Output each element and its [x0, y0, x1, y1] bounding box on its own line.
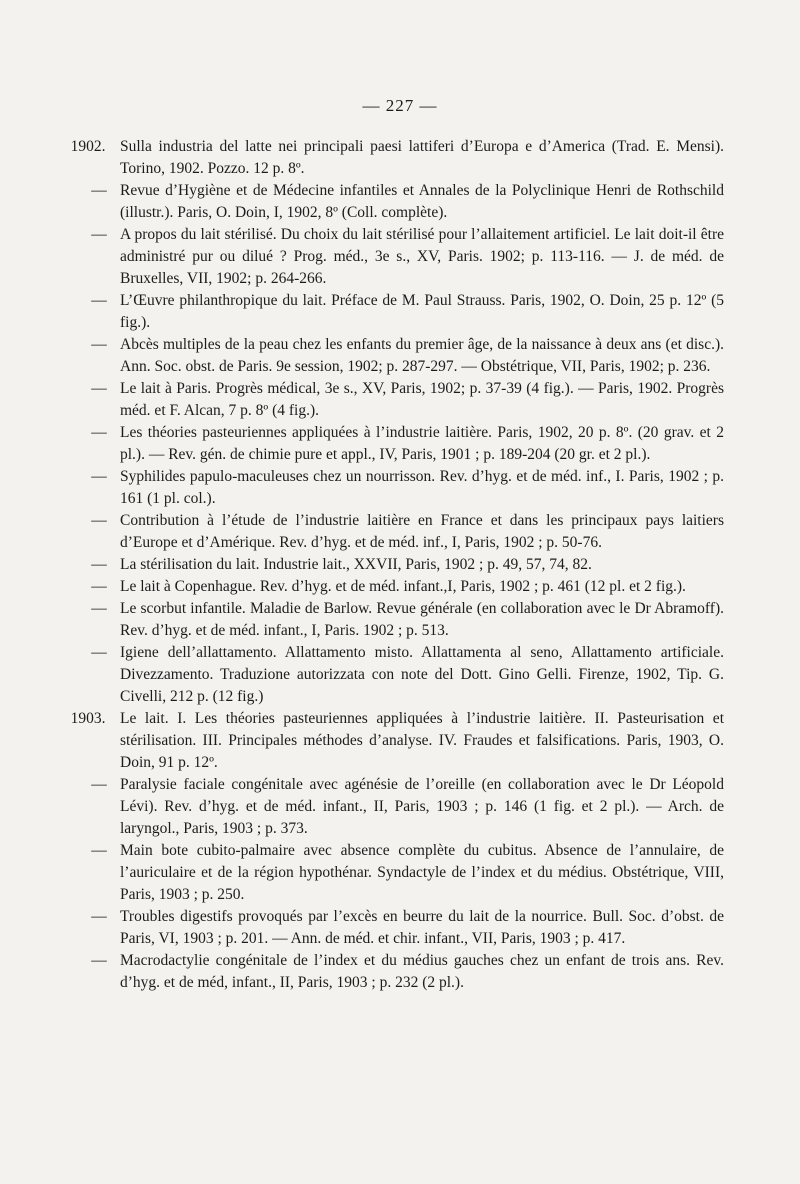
bibliography-entry [84, 774, 724, 840]
bibliography-entry [84, 180, 724, 224]
dash-marker: — [91, 578, 107, 595]
dash-marker: — [91, 556, 107, 573]
bibliography-entry [84, 840, 724, 906]
entry-text: Le lait à Paris. Progrès médical, 3e s., XV, Paris, 1902; p. 37-39 (4 fig.). — Paris, 1902. Progrès méd. et F. Alcan, 7 p. 8º (4 fig.). [120, 380, 724, 419]
dash-marker: — [91, 842, 107, 859]
year-marker: 1902. [70, 138, 106, 155]
entry-text: A propos du lait stérilisé. Du choix du lait stérilisé pour l’allaitement artificiel. Le lait doit-il être administré pur ou dilué ? Prog. méd., 3e s., XV, Paris. 1902; p. 113-116. — J. de méd. de Bruxelles, VII, 1902; p. 264-266. [120, 226, 724, 287]
bibliography-entry [84, 334, 724, 378]
entry-text: Main bote cubito-palmaire avec absence complète du cubitus. Absence de l’annulaire, de l’auriculaire et de la région hypothénar. Syndactyle de l’index et du médius. Obstétrique, VIII, Paris, 1903 ; p. 250. [120, 842, 724, 903]
bibliography-entry [84, 224, 724, 290]
entry-text: Revue d’Hygiène et de Médecine infantiles et Annales de la Polyclinique Henri de Rothschild (illustr.). Paris, O. Doin, I, 1902, 8º (Coll. complète). [120, 182, 724, 221]
entry-text: Le lait. I. Les théories pasteuriennes appliquées à l’industrie laitière. II. Pasteurisation et stérilisation. III. Principales méthodes d’analyse. IV. Fraudes et falsifications. Paris, 1903, O. Doin, 91 p. 12º. [120, 710, 724, 771]
bibliography-entry [84, 466, 724, 510]
dash-marker: — [91, 292, 107, 309]
entry-text: Troubles digestifs provoqués par l’excès en beurre du lait de la nourrice. Bull. Soc. d’obst. de Paris, VI, 1903 ; p. 201. — Ann. de méd. et chir. infant., VII, Paris, 1903 ; p. 417. [120, 908, 724, 947]
dash-marker: — [91, 600, 107, 617]
bibliography-entry [84, 598, 724, 642]
dash-marker: — [91, 952, 107, 969]
dash-marker: — [91, 644, 107, 661]
dash-marker: — [91, 424, 107, 441]
bibliography-entry [84, 290, 724, 334]
dash-marker: — [91, 336, 107, 353]
entry-text: Igiene dell’allattamento. Allattamento misto. Allattamenta al seno, Allattamento artificiale. Divezzamento. Traduzione autorizzata con note del Dott. Gino Gelli. Firenze, 1902, Tip. G. Civelli, 212 p. (12 fig.) [120, 644, 724, 705]
entry-text: L’Œuvre philanthropique du lait. Préface de M. Paul Strauss. Paris, 1902, O. Doin, 25 p. 12º (5 fig.). [120, 292, 724, 331]
dash-marker: — [91, 512, 107, 529]
bibliography-entry [84, 378, 724, 422]
dash-marker: — [91, 776, 107, 793]
entry-text: Paralysie faciale congénitale avec agénésie de l’oreille (en collaboration avec le Dr Léopold Lévi). Rev. d’hyg. et de méd. infant., II, Paris, 1903 ; p. 146 (1 fig. et 2 pl.). — Arch. de laryngol., Paris, 1903 ; p. 373. [120, 776, 724, 837]
entry-text: Abcès multiples de la peau chez les enfants du premier âge, de la naissance à deux ans (et disc.). Ann. Soc. obst. de Paris. 9e session, 1902; p. 287-297. — Obstétrique, VII, Paris, 1902; p. 236. [120, 336, 724, 375]
bibliography-entry [84, 510, 724, 554]
entry-text: Syphilides papulo-maculeuses chez un nourrisson. Rev. d’hyg. et de méd. inf., I. Paris, 1902 ; p. 161 (1 pl. col.). [120, 468, 724, 507]
dash-marker: — [91, 182, 107, 199]
bibliography-list [70, 136, 724, 994]
entry-text: Le scorbut infantile. Maladie de Barlow. Revue générale (en collaboration avec le Dr Abramoff). Rev. d’hyg. et de méd. infant., I, Paris. 1902 ; p. 513. [120, 600, 724, 639]
dash-marker: — [91, 908, 107, 925]
dash-marker: — [91, 380, 107, 397]
entry-text: Contribution à l’étude de l’industrie laitière en France et dans les principaux pays laitiers d’Europe et d’Amérique. Rev. d’hyg. et de méd. inf., I, Paris, 1902 ; p. 50-76. [120, 512, 724, 551]
bibliography-entry [84, 906, 724, 950]
entry-text: Sulla industria del latte nei principali paesi lattiferi d’Europa e d’America (Trad. E. Mensi). Torino, 1902. Pozzo. 12 p. 8º. [120, 138, 724, 177]
bibliography-entry [84, 576, 724, 598]
year-marker: 1903. [70, 710, 106, 727]
dash-marker: — [91, 468, 107, 485]
entry-text: Les théories pasteuriennes appliquées à l’industrie laitière. Paris, 1902, 20 p. 8º. (20 grav. et 2 pl.). — Rev. gén. de chimie pure et appl., IV, Paris, 1901 ; p. 189-204 (20 gr. et 2 pl.). [120, 424, 724, 463]
entry-text: Le lait à Copenhague. Rev. d’hyg. et de méd. infant.,I, Paris, 1902 ; p. 461 (12 pl. et 2 fig.). [120, 578, 686, 595]
entry-text: Macrodactylie congénitale de l’index et du médius gauches chez un enfant de trois ans. Rev. d’hyg. et de méd, infant., II, Paris, 1903 ; p. 232 (2 pl.). [120, 952, 724, 991]
bibliography-entry [84, 642, 724, 708]
entry-text: La stérilisation du lait. Industrie lait., XXVII, Paris, 1902 ; p. 49, 57, 74, 82. [120, 556, 592, 573]
bibliography-entry [70, 708, 724, 774]
bibliography-entry [70, 136, 724, 180]
dash-marker: — [91, 226, 107, 243]
bibliography-entry [84, 950, 724, 994]
bibliography-entry [84, 422, 724, 466]
bibliography-entry [84, 554, 724, 576]
page-number: — 227 — [362, 96, 438, 115]
